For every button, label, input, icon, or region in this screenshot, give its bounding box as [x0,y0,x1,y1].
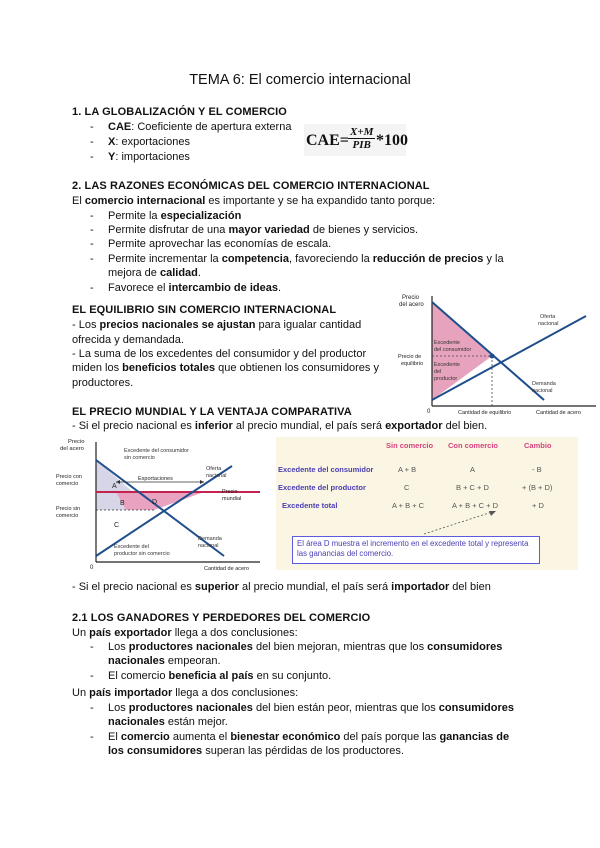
table-cell: B + C + D [456,483,489,492]
exports-label: Exportaciones [138,476,173,482]
table-cell: A [470,465,476,474]
list-item: - Los productores nacionales del bien mejoran, mientras que los consumidores [90,641,503,653]
area-c-label: C [114,522,120,529]
list-item-continuation: nacionales empeoran. [108,655,221,667]
svg-text:nacional: nacional [538,321,559,327]
equilibrium-price-label: Precio de [398,354,422,360]
section-heading-precio-mundial: EL PRECIO MUNDIAL Y LA VENTAJA COMPARATIVA [72,406,352,418]
equilibrium-graph [396,292,600,418]
paragraph: - Los precios nacionales se ajustan para igualar cantidad [72,319,362,331]
table-row-label: Excedente total [282,501,338,510]
paragraph: Un país exportador llega a dos conclusiones: [72,627,298,639]
list-item-continuation: nacionales están mejor. [108,716,228,728]
svg-text:del acero: del acero [399,302,424,308]
svg-text:del consumidor: del consumidor [434,347,472,353]
price-without-trade-label: Precio sin [56,506,81,512]
table-row-label: Excedente del consumidor [278,465,374,474]
table-row-label: Excedente del productor [278,483,366,492]
table-cell: A + B [398,465,417,474]
paragraph: - Si el precio nacional es inferior al precio mundial, el país será exportador del bien. [72,420,488,432]
section-heading-ganadores: 2.1 LOS GANADORES Y PERDEDORES DEL COMERCIO [72,612,371,624]
list-item: - El comercio aumenta el bienestar económico del país porque las ganancias de [90,731,510,743]
list-item: - Permite aprovechar las economías de escala. [90,238,332,250]
cae-formula: CAE= X+M PIB *100 [304,124,406,156]
svg-text:productor: productor [434,376,458,382]
list-item-continuation: los consumidores superan las pérdidas de los productores. [108,745,404,757]
section-heading-equilibrio: EL EQUILIBRIO SIN COMERCIO INTERNACIONAL [72,304,337,316]
list-item: - Los productores nacionales del bien están peor, mientras que los consumidores [90,702,514,714]
paragraph: Un país importador llega a dos conclusiones: [72,687,299,699]
equilibrium-point [490,354,495,359]
list-item-continuation: mejora de calidad. [108,267,201,279]
list-item: - CAE: Coeficiente de apertura externa [90,121,292,133]
demand-label: Demanda [198,536,222,542]
svg-text:sin comercio: sin comercio [124,455,155,461]
note-arrow [420,508,500,538]
list-item: - El comercio beneficia al país en su conjunto. [90,670,332,682]
list-item: - Y: importaciones [90,151,190,163]
area-a-label: A [112,483,117,490]
price-with-trade-label: Precio con [56,474,82,480]
x-axis-title: Cantidad de acero [536,410,581,416]
table-cell: + D [532,501,544,510]
svg-text:nacional: nacional [532,388,553,394]
demand-label: Demanda [532,381,556,387]
svg-text:del acero: del acero [60,446,84,452]
world-price-label: Precio [222,489,238,495]
list-item: - Favorece el intercambio de ideas. [90,282,282,294]
svg-text:productor sin comercio: productor sin comercio [114,551,170,557]
section-heading-razones: 2. LAS RAZONES ECONÓMICAS DEL COMERCIO INTERNACIONAL [72,180,430,192]
table-note: El área D muestra el incremento en el excedente total y representa las ganancias del comercio. [292,536,540,564]
section-heading-globalizacion: 1. LA GLOBALIZACIÓN Y EL COMERCIO [72,106,287,118]
svg-text:mundial: mundial [222,496,242,502]
area-b-label: B [120,500,125,507]
paragraph: - Si el precio nacional es superior al precio mundial, el país será importador del bien [72,581,491,593]
paragraph: miden los beneficios totales que obtienen los consumidores y [72,362,379,374]
svg-text:comercio: comercio [56,481,79,487]
list-item: - Permite la especialización [90,210,242,222]
supply-label: Oferta [206,466,222,472]
consumer-surplus-label: Excedente del consumidor [124,448,189,454]
table-header: Sin comercio [386,441,434,450]
svg-text:nacional: nacional [198,543,219,549]
table-header: Con comercio [448,441,499,450]
svg-text:0: 0 [90,565,94,571]
paragraph: ofrecida y demandada. [72,334,184,346]
producer-surplus-label: Excedente del [114,544,149,550]
x-axis-title: Cantidad de acero [204,566,249,572]
equilibrium-quantity-label: Cantidad de equilibrio [458,410,512,416]
world-price-graph [54,436,266,572]
svg-text:nacional: nacional [206,473,227,479]
table-header: Cambio [524,441,552,450]
list-item: - Permite disfrutar de una mayor variedad de bienes y servicios. [90,224,418,236]
supply-label: Oferta [540,314,556,320]
consumer-surplus-label: Excedente [434,340,460,346]
table-cell: - B [532,465,542,474]
page-title: TEMA 6: El comercio internacional [189,72,411,88]
table-cell: + (B + D) [522,483,553,492]
table-cell: A + B + C + D [452,501,499,510]
table-cell: A + B + C [392,501,425,510]
paragraph: - La suma de los excedentes del consumidor y del productor [72,348,367,360]
paragraph: productores. [72,377,134,389]
table-cell: C [404,483,410,492]
list-item: - X: exportaciones [90,136,190,148]
area-d-label: D [152,499,158,506]
y-axis-title: Precio [402,295,420,301]
list-item: - Permite incrementar la competencia, favoreciendo la reducción de precios y la [90,253,504,265]
svg-text:comercio: comercio [56,513,79,519]
paragraph: El comercio internacional es importante y se ha expandido tanto porque: [72,195,436,207]
producer-surplus-label: Excedente [434,362,460,368]
svg-text:0: 0 [427,409,431,415]
svg-text:del: del [434,369,442,375]
y-axis-title: Precio [68,439,85,445]
svg-text:equilibrio: equilibrio [401,361,424,367]
